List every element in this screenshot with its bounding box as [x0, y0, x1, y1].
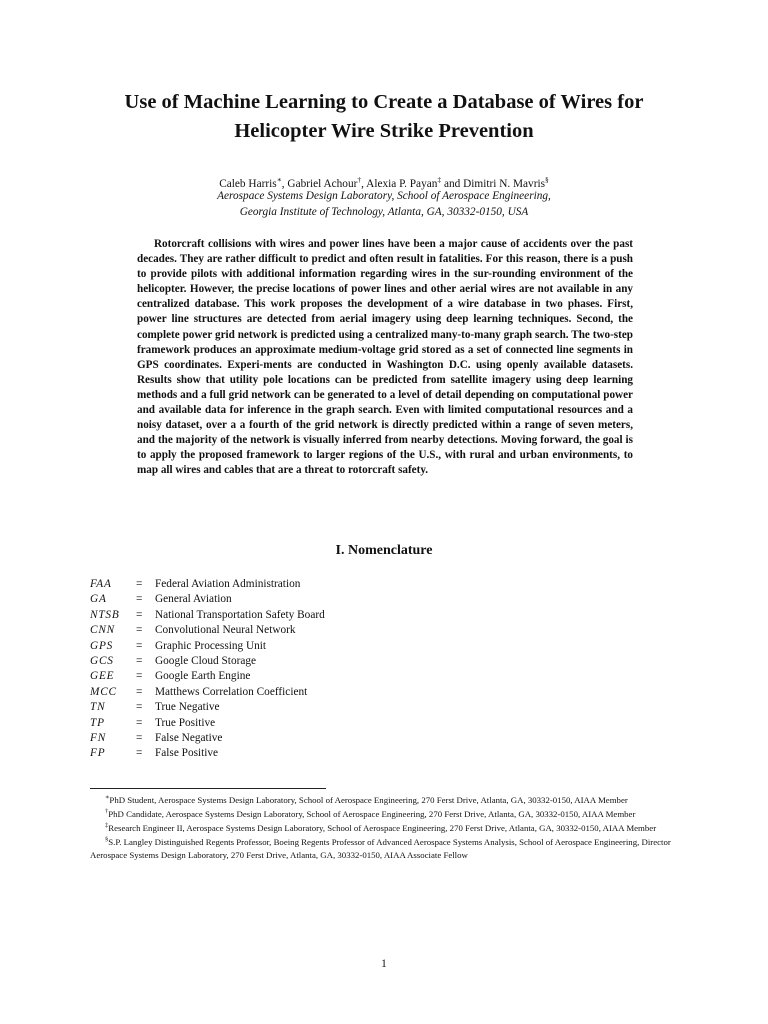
nomenclature-abbreviation: GEE — [90, 670, 115, 683]
abstract-line: and a noisy dataset, over a a fourth of the grid network is directly predicted within a range — [137, 404, 633, 432]
nomenclature-abbreviation: GPS — [90, 639, 114, 652]
abstract-line: with rural and urban environments, to map all wires and cables that are a threat to rotorcraft — [137, 449, 633, 477]
footnote — [90, 820, 678, 834]
abstract-line: ments are conducted in Washington D.C. using openly available datasets. Results show that — [137, 358, 633, 386]
nomenclature-definition: National Transportation Safety Board — [155, 608, 325, 621]
abstract — [137, 237, 633, 479]
author-name: Dimitri N. Mavris — [463, 177, 546, 190]
footnote-mark: ‡ — [105, 822, 109, 830]
equals-sign: = — [136, 639, 143, 652]
footnote-mark: § — [105, 836, 109, 844]
abstract-line: a centralized many-to-many graph search. The two-step framework produces an approximate — [137, 328, 633, 356]
footnote — [90, 792, 678, 806]
abstract-line: aerial wires are not available in any centralized database. This work proposes the development — [137, 283, 633, 311]
author-name: Alexia P. Payan — [366, 177, 438, 190]
nomenclature-definition: Convolutional Neural Network — [155, 624, 296, 637]
footnote-text: PhD Candidate, Aerospace Systems Design Laboratory, School of Aerospace Engineering, 270 Ferst Drive, Atlanta, GA, 30332-0150, AIAA Member — [108, 809, 636, 820]
author-mark: § — [545, 175, 549, 184]
equals-sign: = — [136, 624, 143, 637]
nomenclature-abbreviation: FP — [90, 747, 106, 760]
nomenclature-definition: Graphic Processing Unit — [155, 639, 267, 652]
author-name: Gabriel Achour — [287, 177, 358, 190]
nomenclature-definition: False Positive — [155, 747, 219, 760]
equals-sign: = — [136, 654, 143, 667]
abstract-line: of seven meters, and the majority of the network is visually inferred from nearby detections. — [137, 419, 633, 447]
abstract-line: safety. — [398, 464, 429, 477]
abstract-line: of a wire database in two phases. First, power line structures are detected from aerial imagery — [137, 298, 633, 326]
equals-sign: = — [136, 731, 143, 744]
title-line-1: Use of Machine Learning to Create a Database of Wires for — [124, 91, 644, 113]
nomenclature-definition: Federal Aviation Administration — [155, 578, 301, 590]
affiliation-line-1: Aerospace Systems Design Laboratory, School of Aerospace Engineering, — [217, 190, 551, 202]
footnote — [90, 806, 678, 820]
nomenclature-definition: True Positive — [155, 716, 216, 729]
section-heading-nomenclature: I. Nomenclature — [335, 543, 433, 558]
title-line-2: Helicopter Wire Strike Prevention — [234, 120, 534, 142]
nomenclature-abbreviation: TN — [90, 701, 106, 714]
footnote — [90, 834, 678, 860]
author-mark: ∗ — [276, 175, 282, 184]
nomenclature-definition: General Aviation — [155, 593, 232, 606]
footnote-text: S.P. Langley Distinguished Regents Professor, Boeing Regents Professor of Advanced Aerospace Systems Analysis, School of Aerospace Engineering, Director Aerospace Systems Design Laboratory, 270 Ferst Drive, Atlanta, GA, 30332-0150, AIAA Associate Fellow — [90, 837, 671, 860]
equals-sign: = — [136, 578, 143, 590]
abstract-line: Moving forward, the goal is to apply the proposed framework to larger regions of the U.S., — [137, 434, 633, 462]
author-separator: , — [281, 177, 288, 190]
nomenclature-definition: True Negative — [155, 701, 220, 714]
author-separator: and — [441, 177, 464, 190]
author-name: Caleb Harris — [219, 177, 277, 190]
footnote-text: Research Engineer II, Aerospace Systems Design Laboratory, School of Aerospace Engineering, 270 Ferst Drive, Atlanta, GA, 30332-0150, AIAA Member — [108, 823, 657, 834]
nomenclature-abbreviation: NTSB — [90, 608, 120, 621]
nomenclature-definition: Google Earth Engine — [155, 670, 251, 683]
equals-sign: = — [136, 701, 143, 714]
nomenclature-abbreviation: FN — [90, 731, 107, 744]
abstract-line: the past decades. They are rather difficult to predict and often result in fatalities. For this — [137, 238, 633, 266]
affiliation-line-2: Georgia Institute of Technology, Atlanta, GA, 30332-0150, USA — [239, 206, 529, 218]
nomenclature-definition: Google Cloud Storage — [155, 654, 257, 667]
abstract-line: using deep learning techniques. Second, the complete power grid network is predicted using — [137, 313, 633, 341]
abstract-line: utility pole locations can be predicted from satellite imagery using deep learning methods and — [137, 373, 633, 401]
abstract-line: a full grid network can be generated to a level of detail depending on computational power and — [137, 388, 633, 417]
page-number: 1 — [381, 958, 387, 970]
nomenclature-definition: Matthews Correlation Coefficient — [155, 685, 308, 698]
equals-sign: = — [136, 593, 143, 606]
nomenclature-abbreviation: MCC — [90, 685, 117, 698]
author-mark: † — [357, 175, 362, 184]
equals-sign: = — [136, 747, 143, 760]
footnote-mark: † — [105, 808, 109, 816]
abstract-line: rounding environment of the helicopter. However, the precise locations of power lines and other — [137, 268, 634, 296]
nomenclature-definition: False Negative — [155, 731, 223, 744]
abstract-line: available data for inference in the graph search. Even with limited computational resources — [158, 404, 603, 417]
footnote-rule — [90, 788, 326, 789]
author-separator: , — [361, 177, 367, 190]
nomenclature-abbreviation: GCS — [90, 654, 114, 667]
abstract-line: Rotorcraft collisions with wires and power lines have been a major cause of accidents over — [154, 238, 592, 250]
nomenclature-abbreviation: GA — [90, 593, 107, 606]
nomenclature-abbreviation: CNN — [90, 624, 116, 637]
footnote-mark: ∗ — [105, 794, 110, 801]
abstract-line: medium-voltage grid stored as a set of connected line segments in GPS coordinates. Experi- — [137, 343, 633, 371]
paper-title — [80, 88, 688, 146]
equals-sign: = — [136, 670, 143, 683]
footnotes — [90, 792, 678, 861]
equals-sign: = — [136, 716, 143, 729]
nomenclature-abbreviation: FAA — [90, 578, 112, 590]
author-mark: ‡ — [437, 175, 442, 184]
equals-sign: = — [136, 685, 143, 698]
nomenclature-abbreviation: TP — [90, 716, 105, 729]
equals-sign: = — [136, 608, 143, 621]
footnote-text: PhD Student, Aerospace Systems Design Laboratory, School of Aerospace Engineering, 270 Ferst Drive, Atlanta, GA, 30332-0150, AIAA Member — [109, 794, 628, 805]
abstract-line: reason, there is a push to provide pilots with additional information regarding wires in the sur- — [137, 253, 633, 281]
